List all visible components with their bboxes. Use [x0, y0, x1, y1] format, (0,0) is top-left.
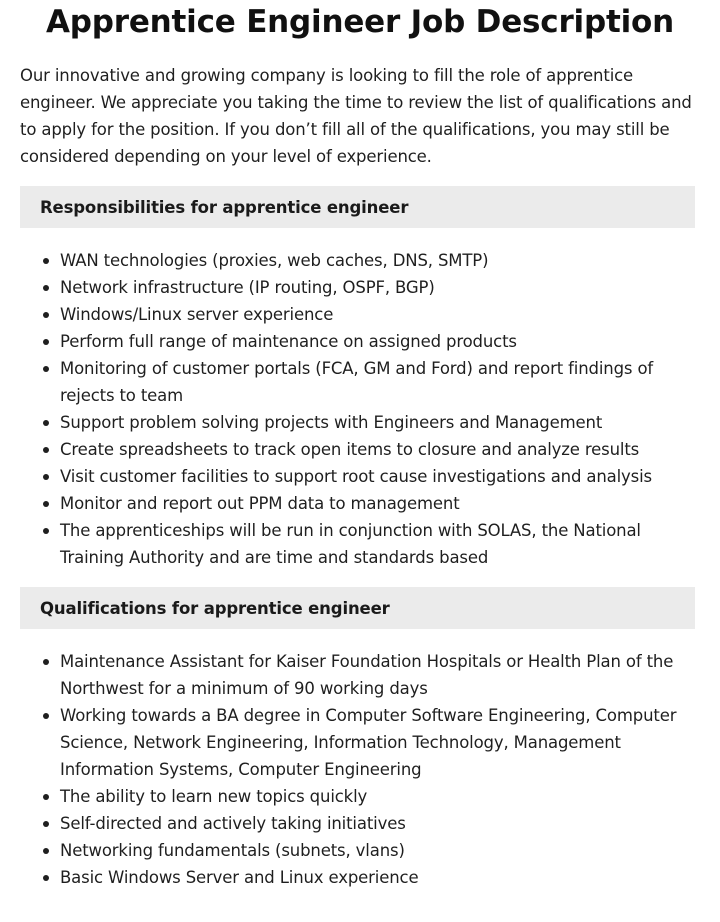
responsibilities-header	[20, 186, 695, 228]
responsibilities-heading: Responsibilities for apprentice engineer	[40, 197, 409, 217]
page-title: Apprentice Engineer Job Description	[46, 4, 674, 40]
qualifications-header	[20, 587, 695, 629]
list-item: Visit customer facilities to support root cause investigations and analysis	[60, 463, 695, 490]
list-item: WAN technologies (proxies, web caches, DNS, SMTP)	[60, 247, 695, 274]
list-item: Support problem solving projects with Engineers and Management	[60, 409, 695, 436]
list-item: Working towards a BA degree in Computer Software Engineering, Computer Science, Network Engineering, Information Technology, Management Information Systems, Computer Engineering	[60, 702, 695, 783]
list-item: Maintenance Assistant for Kaiser Foundation Hospitals or Health Plan of the Northwest for a minimum of 90 working days	[60, 648, 695, 702]
list-item: The apprenticeships will be run in conjunction with SOLAS, the National Training Authority and are time and standards based	[60, 517, 695, 571]
list-item: Monitor and report out PPM data to management	[60, 490, 695, 517]
list-item: Self-directed and actively taking initiatives	[60, 810, 695, 837]
list-item: The ability to learn new topics quickly	[60, 783, 695, 810]
list-item: Basic Windows Server and Linux experience	[60, 864, 695, 891]
list-item: Create spreadsheets to track open items to closure and analyze results	[60, 436, 695, 463]
list-item: Perform full range of maintenance on assigned products	[60, 328, 695, 355]
qualifications-heading: Qualifications for apprentice engineer	[40, 598, 390, 618]
responsibilities-list	[20, 247, 695, 571]
list-item: Monitoring of customer portals (FCA, GM and Ford) and report findings of rejects to team	[60, 355, 695, 409]
list-item: Network infrastructure (IP routing, OSPF, BGP)	[60, 274, 695, 301]
list-item: Windows/Linux server experience	[60, 301, 695, 328]
intro-paragraph: Our innovative and growing company is looking to fill the role of apprentice engineer. We appreciate you taking the time to review the list of qualifications and to apply for the position. If you don’t fill all of the qualifications, you may still be considered depending on your level of experience.	[20, 66, 692, 166]
qualifications-list	[20, 648, 695, 891]
list-item: Networking fundamentals (subnets, vlans)	[60, 837, 695, 864]
